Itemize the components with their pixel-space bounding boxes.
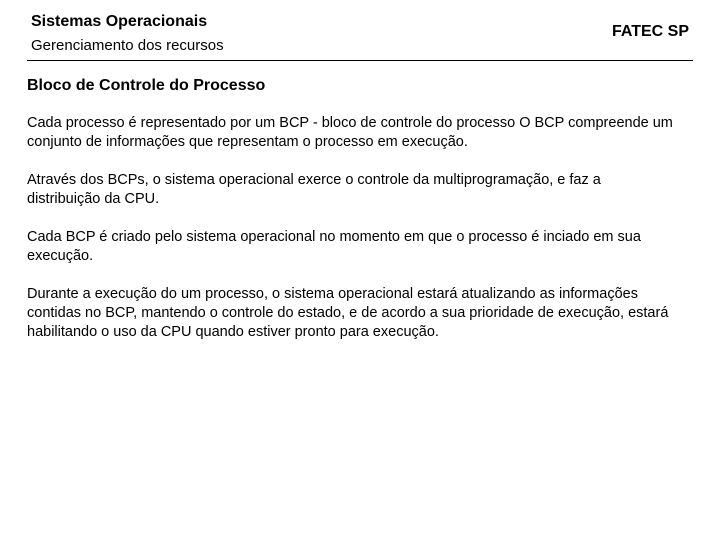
header-divider: [27, 60, 693, 61]
paragraph-bcp-update: Durante a execução do um processo, o sistema operacional estará atualizando as informações contidas no BCP, mantendo o controle do estado, e de acordo a sua prioridade de execução, estará habilitando o uso da CPU quando estiver pronto para execução.: [27, 286, 669, 340]
course-title: Sistemas Operacionais: [31, 13, 208, 30]
slide-content: [27, 77, 677, 361]
paragraph-bcp-creation: Cada BCP é criado pelo sistema operacional no momento em que o processo é inciado em sua execução.: [27, 229, 641, 264]
paragraph-multiprogramming: Através dos BCPs, o sistema operacional exerce o controle da multiprogramação, e faz a distribuição da CPU.: [27, 172, 601, 207]
slide-header: [0, 0, 720, 62]
institution-name: FATEC SP: [611, 23, 689, 40]
course-subtitle: Gerenciamento dos recursos: [31, 37, 224, 54]
paragraph-bcp-definition: Cada processo é representado por um BCP - bloco de controle do processo O BCP compreende um conjunto de informações que representam o processo em execução.: [27, 115, 673, 150]
slide-heading: Bloco de Controle do Processo: [27, 77, 266, 94]
